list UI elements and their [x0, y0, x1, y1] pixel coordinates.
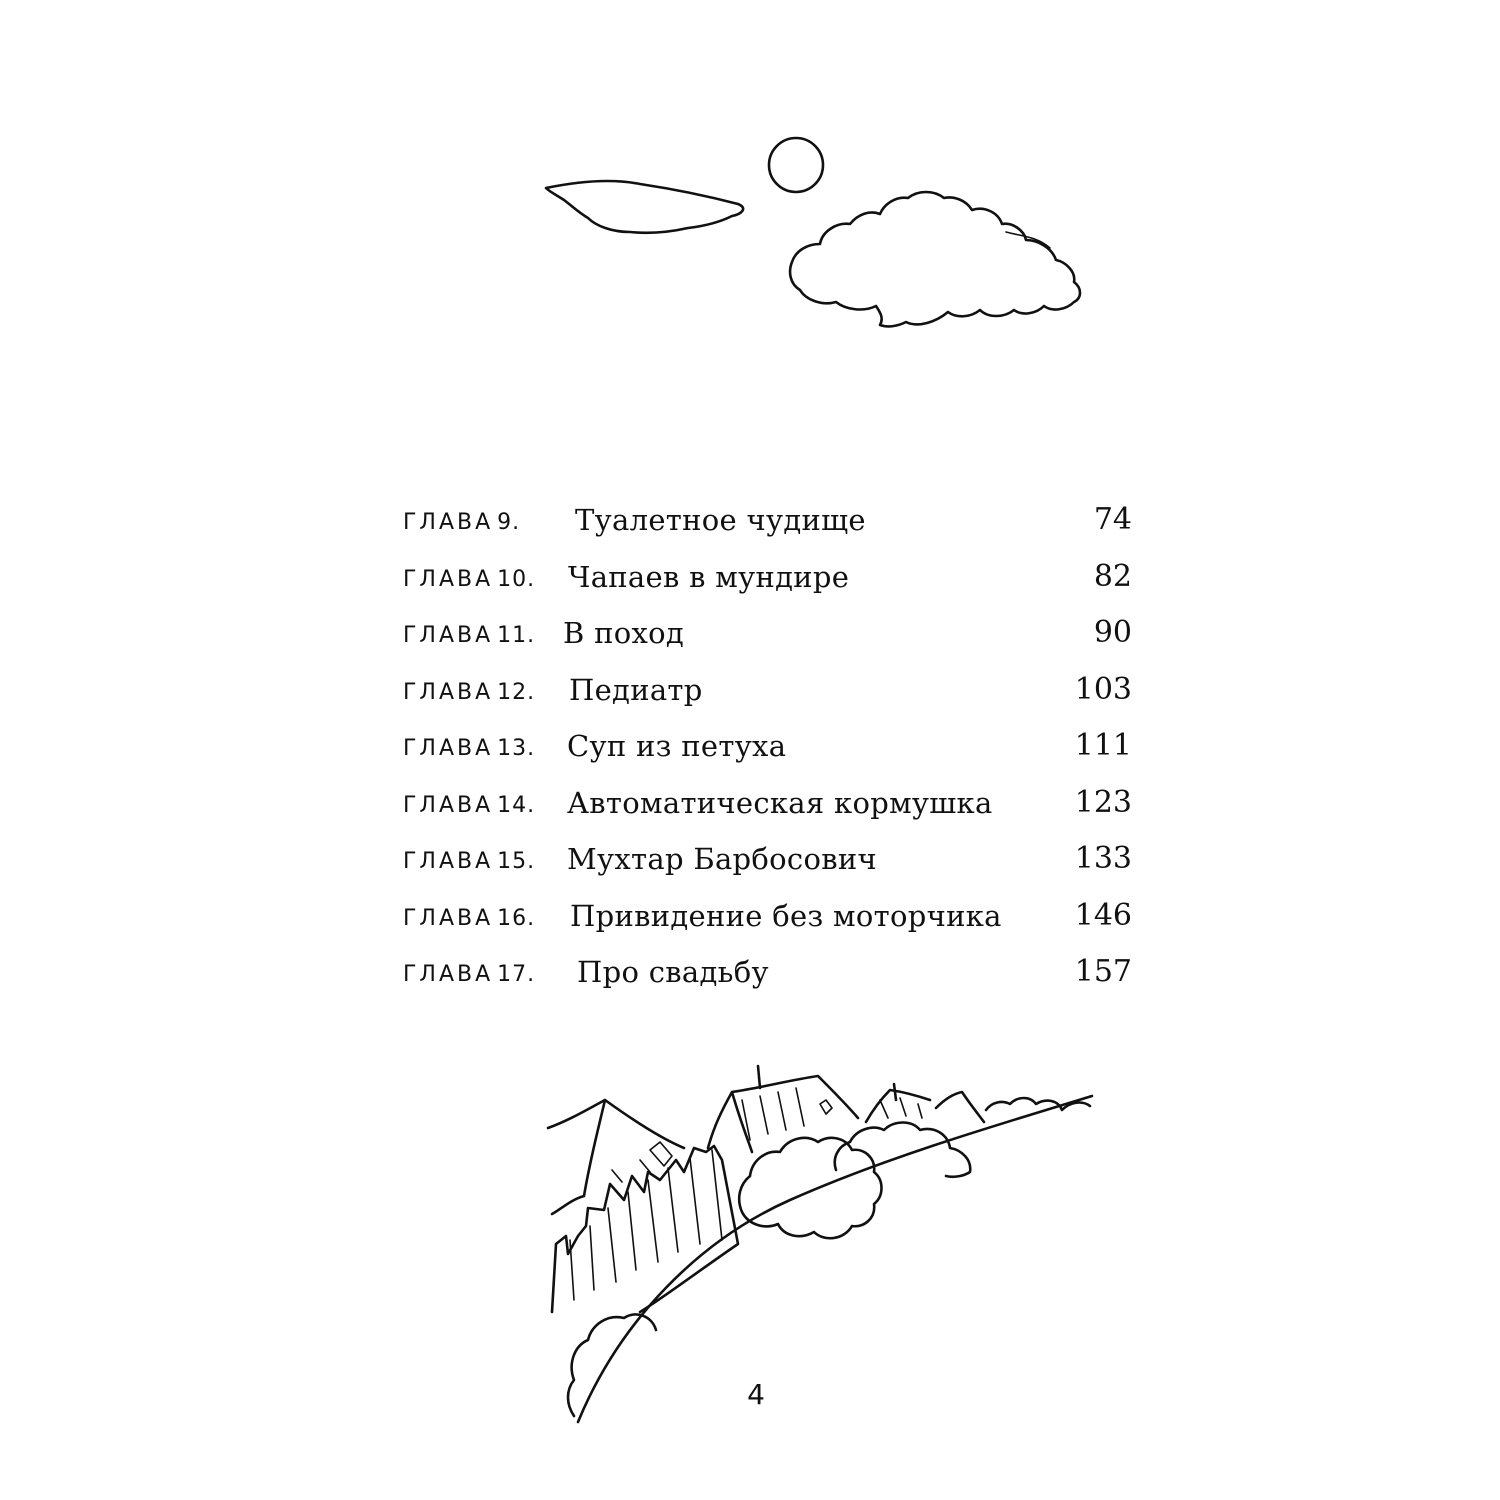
chapter-number: 11. [497, 623, 536, 648]
center-bush-drawing [739, 1138, 881, 1238]
chapter-title: Чапаев в мундире [568, 559, 850, 594]
chapter-label: ГЛАВА 11. [403, 623, 536, 648]
chapter-title: Про свадьбу [577, 955, 769, 989]
chapter-title: Привидение без моторчика [570, 898, 1002, 933]
chapter-number: 17. [497, 962, 536, 987]
bottom-bush-drawing [568, 1314, 656, 1416]
chapter-title: Мухтар Барбосович [567, 842, 877, 876]
chapter-label: ГЛАВА 15. [403, 849, 536, 874]
chapter-label: ГЛАВА 9. [403, 510, 521, 535]
chapter-page: 111 [1074, 728, 1132, 763]
chapter-label: ГЛАВА 10. [403, 566, 536, 592]
chapter-number: 10. [497, 566, 536, 592]
left-house-drawing [548, 1100, 684, 1214]
fence-drawing [552, 1146, 738, 1312]
chapter-number: 9. [497, 510, 521, 535]
chapter-title: Автоматическая кормушка [567, 785, 993, 820]
chapter-page: 133 [1074, 841, 1132, 876]
chapter-label: ГЛАВА 12. [403, 679, 536, 705]
chapter-page: 74 [1093, 502, 1132, 537]
chapter-page: 90 [1093, 615, 1132, 650]
chapter-number: 16. [497, 905, 536, 931]
page-number: 4 [747, 1378, 765, 1411]
chapter-label: ГЛАВА 16. [403, 905, 536, 931]
chapter-number: 13. [497, 736, 536, 761]
chapter-page: 82 [1093, 558, 1132, 594]
chapter-title: В поход [563, 616, 685, 650]
chapter-label: ГЛАВА 14. [403, 792, 536, 818]
chapter-number: 15. [497, 849, 536, 874]
chapter-title: Педиатр [569, 672, 703, 707]
chapter-title: Суп из петуха [567, 729, 787, 763]
chapter-label: ГЛАВА 13. [403, 736, 536, 761]
chapter-page: 103 [1074, 671, 1132, 707]
chapter-page: 157 [1074, 954, 1132, 989]
chapter-label: ГЛАВА 17. [403, 962, 536, 987]
far-bush-drawing [986, 1098, 1090, 1110]
chapter-number: 14. [497, 792, 536, 818]
chapter-number: 12. [497, 679, 536, 705]
chapter-title: Туалетное чудище [575, 503, 866, 537]
chapter-page: 146 [1074, 897, 1132, 933]
right-house-drawing [866, 1084, 984, 1122]
chapter-page: 123 [1074, 784, 1132, 820]
